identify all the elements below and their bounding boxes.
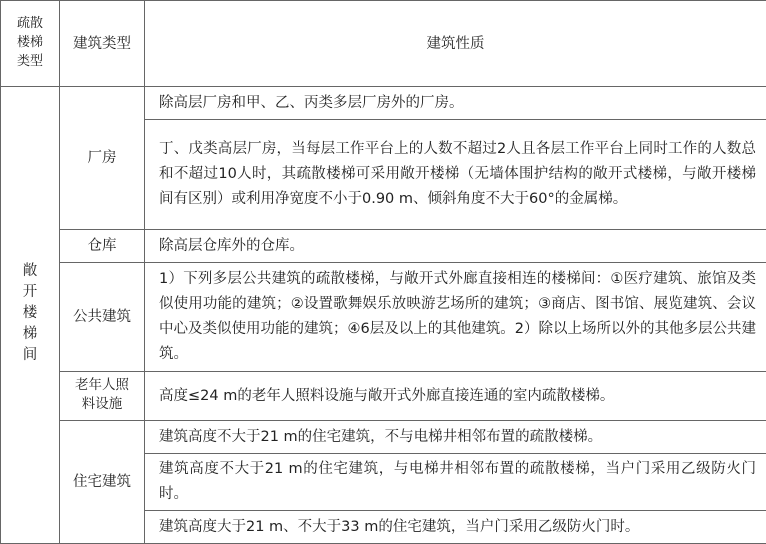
header-building-type: 建筑类型 — [60, 1, 145, 87]
category-warehouse: 仓库 — [60, 230, 145, 263]
stair-type-cell: 敞开楼梯间 — [1, 87, 60, 544]
description-cell: 建筑高度不大于21 m的住宅建筑，与电梯井相邻布置的疏散楼梯，当户门采用乙级防火门时。 — [145, 454, 766, 511]
description-cell: 建筑高度大于21 m、不大于33 m的住宅建筑，当户门采用乙级防火门时。 — [145, 511, 766, 544]
category-residential: 住宅建筑 — [60, 421, 145, 544]
table-row — [1, 421, 766, 454]
category-factory: 厂房 — [60, 87, 145, 230]
table-row — [1, 230, 766, 263]
table-row — [1, 372, 766, 421]
description-cell: 高度≤24 m的老年人照料设施与敞开式外廊直接连通的室内疏散楼梯。 — [145, 372, 766, 421]
description-cell: 丁、戊类高层厂房，当每层工作平台上的人数不超过2人且各层工作平台上同时工作的人数总和不超过10人时，其疏散楼梯可采用敞开楼梯（无墙体围护结构的敞开式楼梯，与敞开楼梯间有区别）或利用净宽度不小于0.90 m、倾斜角度不大于60°的金属梯。 — [145, 120, 766, 230]
table-row — [1, 87, 766, 120]
description-cell: 建筑高度不大于21 m的住宅建筑，不与电梯井相邻布置的疏散楼梯。 — [145, 421, 766, 454]
description-cell: 1）下列多层公共建筑的疏散楼梯，与敞开式外廊直接相连的楼梯间：①医疗建筑、旅馆及类似使用功能的建筑；②设置歌舞娱乐放映游艺场所的建筑；③商店、图书馆、展览建筑、会议中心及类似使用功能的建筑；④6层及以上的其他建筑。2）除以上场所以外的其他多层公共建筑。 — [145, 263, 766, 372]
category-public-building: 公共建筑 — [60, 263, 145, 372]
header-stair-type: 疏散楼梯类型 — [1, 1, 60, 87]
table-header-row — [1, 1, 766, 87]
description-cell: 除高层厂房和甲、乙、丙类多层厂房外的厂房。 — [145, 87, 766, 120]
description-cell: 除高层仓库外的仓库。 — [145, 230, 766, 263]
table-row — [1, 263, 766, 372]
category-elderly-care: 老年人照料设施 — [60, 372, 145, 421]
header-building-nature: 建筑性质 — [145, 1, 766, 87]
